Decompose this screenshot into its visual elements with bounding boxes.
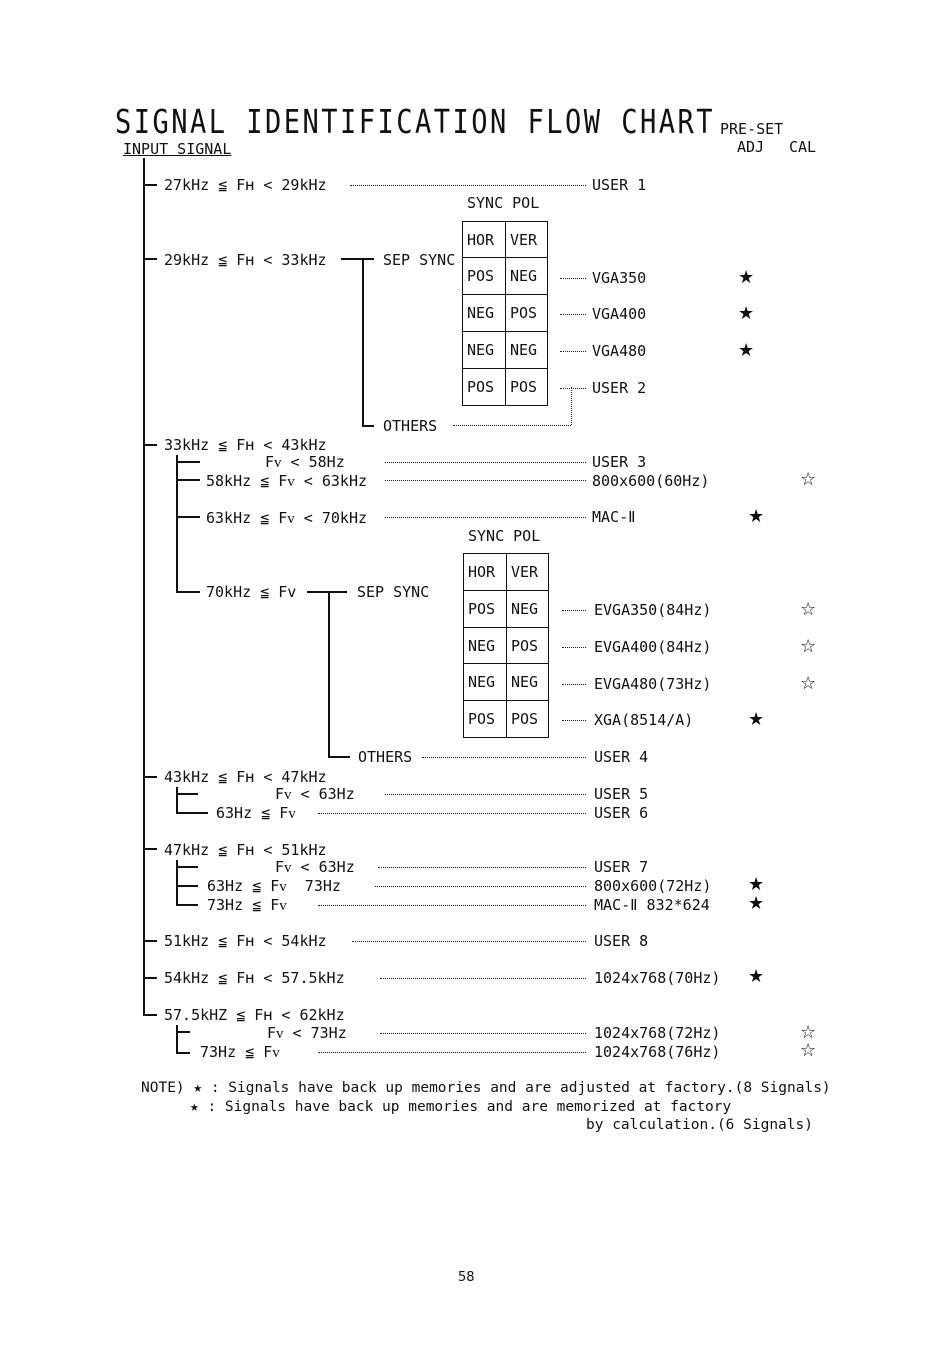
range-57-5-62khz: 57.5kHZ ≦ Fʜ < 62kHz [164,1006,345,1024]
adj-star: ★ [738,303,755,324]
sync-table-cell: HOR [463,553,507,591]
range-fv-below-58hz: Fᴠ < 58Hz [265,453,345,471]
adj-star: ★ [748,874,765,895]
mode-vga350: VGA350 [592,269,647,287]
sync-table-cell: POS [462,368,506,406]
leader-dots [318,905,586,906]
adj-star: ★ [748,893,765,914]
sync-table-cell: VER [505,221,548,258]
leader-dots [560,278,586,279]
adj-star: ★ [738,267,755,288]
sync-table-cell: NEG [505,331,548,369]
adj-star: ★ [748,966,765,987]
others-label: OTHERS [383,417,438,435]
sub-trunk-line [176,455,178,592]
mode-user-5: USER 5 [594,785,649,803]
branch-line [143,258,157,260]
adj-star: ★ [738,340,755,361]
mode-800x600-60hz: 800x600(60Hz) [592,472,710,490]
leader-dots [380,978,586,979]
sync-table-cell: NEG [506,663,549,701]
range-fv-below-73hz: Fᴠ < 73Hz [267,1024,347,1042]
sync-pol-heading: SYNC POL [467,194,540,212]
branch-line [176,866,198,868]
branch-line [176,479,200,481]
sync-table-cell: NEG [462,294,506,332]
cal-star: ☆ [800,1040,817,1061]
mode-user-1: USER 1 [592,176,647,194]
range-63-73hz: 63Hz ≦ Fᴠ 73Hz [207,877,341,895]
note-line-1: NOTE) ★ : Signals have back up memories and are adjusted at factory.(8 Signals) [141,1080,831,1096]
leader-dots [380,1033,586,1034]
range-63-70: 63kHz ≦ Fᴠ < 70kHz [206,509,368,527]
adj-star: ★ [748,506,765,527]
mode-1024x768-76hz: 1024x768(76Hz) [594,1043,721,1061]
cal-star: ☆ [800,599,817,620]
connector-line [307,591,347,593]
branch-line [143,848,157,850]
branch-line [176,591,200,593]
sync-table-cell: POS [506,700,549,738]
leader-dots [375,886,586,887]
input-signal-heading: INPUT SIGNAL [123,140,232,158]
sync-table-cell: NEG [506,590,549,628]
range-51-54khz: 51kHz ≦ Fʜ < 54kHz [164,932,327,950]
branch-line [143,1014,157,1016]
branch-line [176,812,208,814]
mode-vga400: VGA400 [592,305,647,323]
range-47-51khz: 47kHz ≦ Fʜ < 51kHz [164,841,327,859]
mode-user-3: USER 3 [592,453,647,471]
range-fv-below-63hz: Fᴠ < 63Hz [275,785,355,803]
mode-mac-ii-832: MAC-Ⅱ 832*624 [594,896,710,914]
note-line-2: ★ : Signals have back up memories and are memorized at factory [190,1099,732,1115]
range-fv-below-63hz: Fᴠ < 63Hz [275,858,355,876]
connector-line [362,425,374,427]
mode-vga480: VGA480 [592,342,647,360]
cal-star: ☆ [800,469,817,490]
connector-line [328,756,350,758]
range-70-up: 70kHz ≦ Fv [206,583,297,601]
mode-user-8: USER 8 [594,932,649,950]
branch-line [143,184,157,186]
sync-table-cell: NEG [463,663,507,701]
mode-mac-ii: MAC-Ⅱ [592,508,636,526]
leader-dots [560,388,586,389]
mode-xga: XGA(8514/A) [594,711,694,729]
connector-line [341,258,374,260]
range-27-29khz: 27kHz ≦ Fʜ < 29kHz [164,176,327,194]
sync-table-cell: POS [506,627,549,664]
sync-table-cell: HOR [462,221,506,258]
branch-line [176,1031,190,1033]
others-label: OTHERS [358,748,413,766]
range-43-47khz: 43kHz ≦ Fʜ < 47kHz [164,768,327,786]
range-fv-above-73hz: 73Hz ≦ Fᴠ [207,896,287,914]
range-33-43khz: 33kHz ≦ Fʜ < 43kHz [164,436,327,454]
branch-line [143,444,157,446]
mode-evga350: EVGA350(84Hz) [594,601,712,619]
leader-dots [562,610,586,611]
branch-line [176,904,198,906]
sync-table-cell: NEG [463,627,507,664]
range-29-33khz: 29kHz ≦ Fʜ < 33kHz [164,251,327,269]
leader-dots [385,480,586,481]
leader-dots [562,720,586,721]
sync-table-cell: POS [462,257,506,295]
sync-table-cell: POS [463,700,507,738]
leader-dots [562,684,586,685]
branch-line [143,776,157,778]
range-54-57-5khz: 54kHz ≦ Fʜ < 57.5kHz [164,969,345,987]
adj-column-heading: ADJ [737,138,765,156]
leader-dots [560,351,586,352]
mode-1024x768-72hz: 1024x768(72Hz) [594,1024,721,1042]
leader-dots [350,185,586,186]
leader-dots [385,462,586,463]
leader-dots [318,1052,586,1053]
leader-dots [453,425,571,426]
preset-heading: PRE-SET [720,120,784,138]
leader-dots [560,314,586,315]
leader-dots [352,941,586,942]
connector-line [362,258,364,426]
leader-dots [378,867,586,868]
page-title: SIGNAL IDENTIFICATION FLOW CHART [115,102,716,141]
sync-table-cell: NEG [505,257,548,295]
mode-user-2: USER 2 [592,379,647,397]
sync-table-cell: VER [506,553,549,591]
cal-star: ☆ [800,1022,817,1043]
main-trunk-line [143,158,145,1015]
branch-line [176,793,198,795]
branch-line [176,461,200,463]
sync-table-cell: NEG [462,331,506,369]
sync-table-cell: POS [505,294,548,332]
mode-user-4: USER 4 [594,748,649,766]
mode-1024x768-70hz: 1024x768(70Hz) [594,969,721,987]
sep-sync-label: SEP SYNC [357,583,430,601]
page-number: 58 [458,1270,475,1285]
mode-evga400: EVGA400(84Hz) [594,638,712,656]
range-fv-above-63hz: 63Hz ≦ Fᴠ [216,804,296,822]
leader-dots [571,387,572,425]
sep-sync-label: SEP SYNC [383,251,456,269]
branch-line [143,977,157,979]
note-line-3: by calculation.(6 Signals) [586,1117,813,1133]
leader-dots [422,757,586,758]
range-58-63: 58kHz ≦ Fᴠ < 63kHz [206,472,368,490]
adj-star: ★ [748,709,765,730]
leader-dots [562,647,586,648]
leader-dots [318,813,586,814]
mode-800x600-72hz: 800x600(72Hz) [594,877,712,895]
cal-star: ☆ [800,636,817,657]
sub-trunk-line [176,1025,178,1053]
mode-user-6: USER 6 [594,804,649,822]
sync-table-cell: POS [505,368,548,406]
connector-line [328,591,330,757]
sync-table-cell: POS [463,590,507,628]
branch-line [143,940,157,942]
leader-dots [385,794,586,795]
branch-line [176,516,200,518]
cal-column-heading: CAL [789,138,817,156]
sub-trunk-line [176,787,178,813]
leader-dots [385,517,586,518]
cal-star: ☆ [800,673,817,694]
mode-evga480: EVGA480(73Hz) [594,675,712,693]
sync-pol-heading: SYNC POL [468,527,541,545]
mode-user-7: USER 7 [594,858,649,876]
branch-line [176,1052,190,1054]
range-fv-above-73hz: 73Hz ≦ Fᴠ [200,1043,280,1061]
branch-line [176,885,198,887]
